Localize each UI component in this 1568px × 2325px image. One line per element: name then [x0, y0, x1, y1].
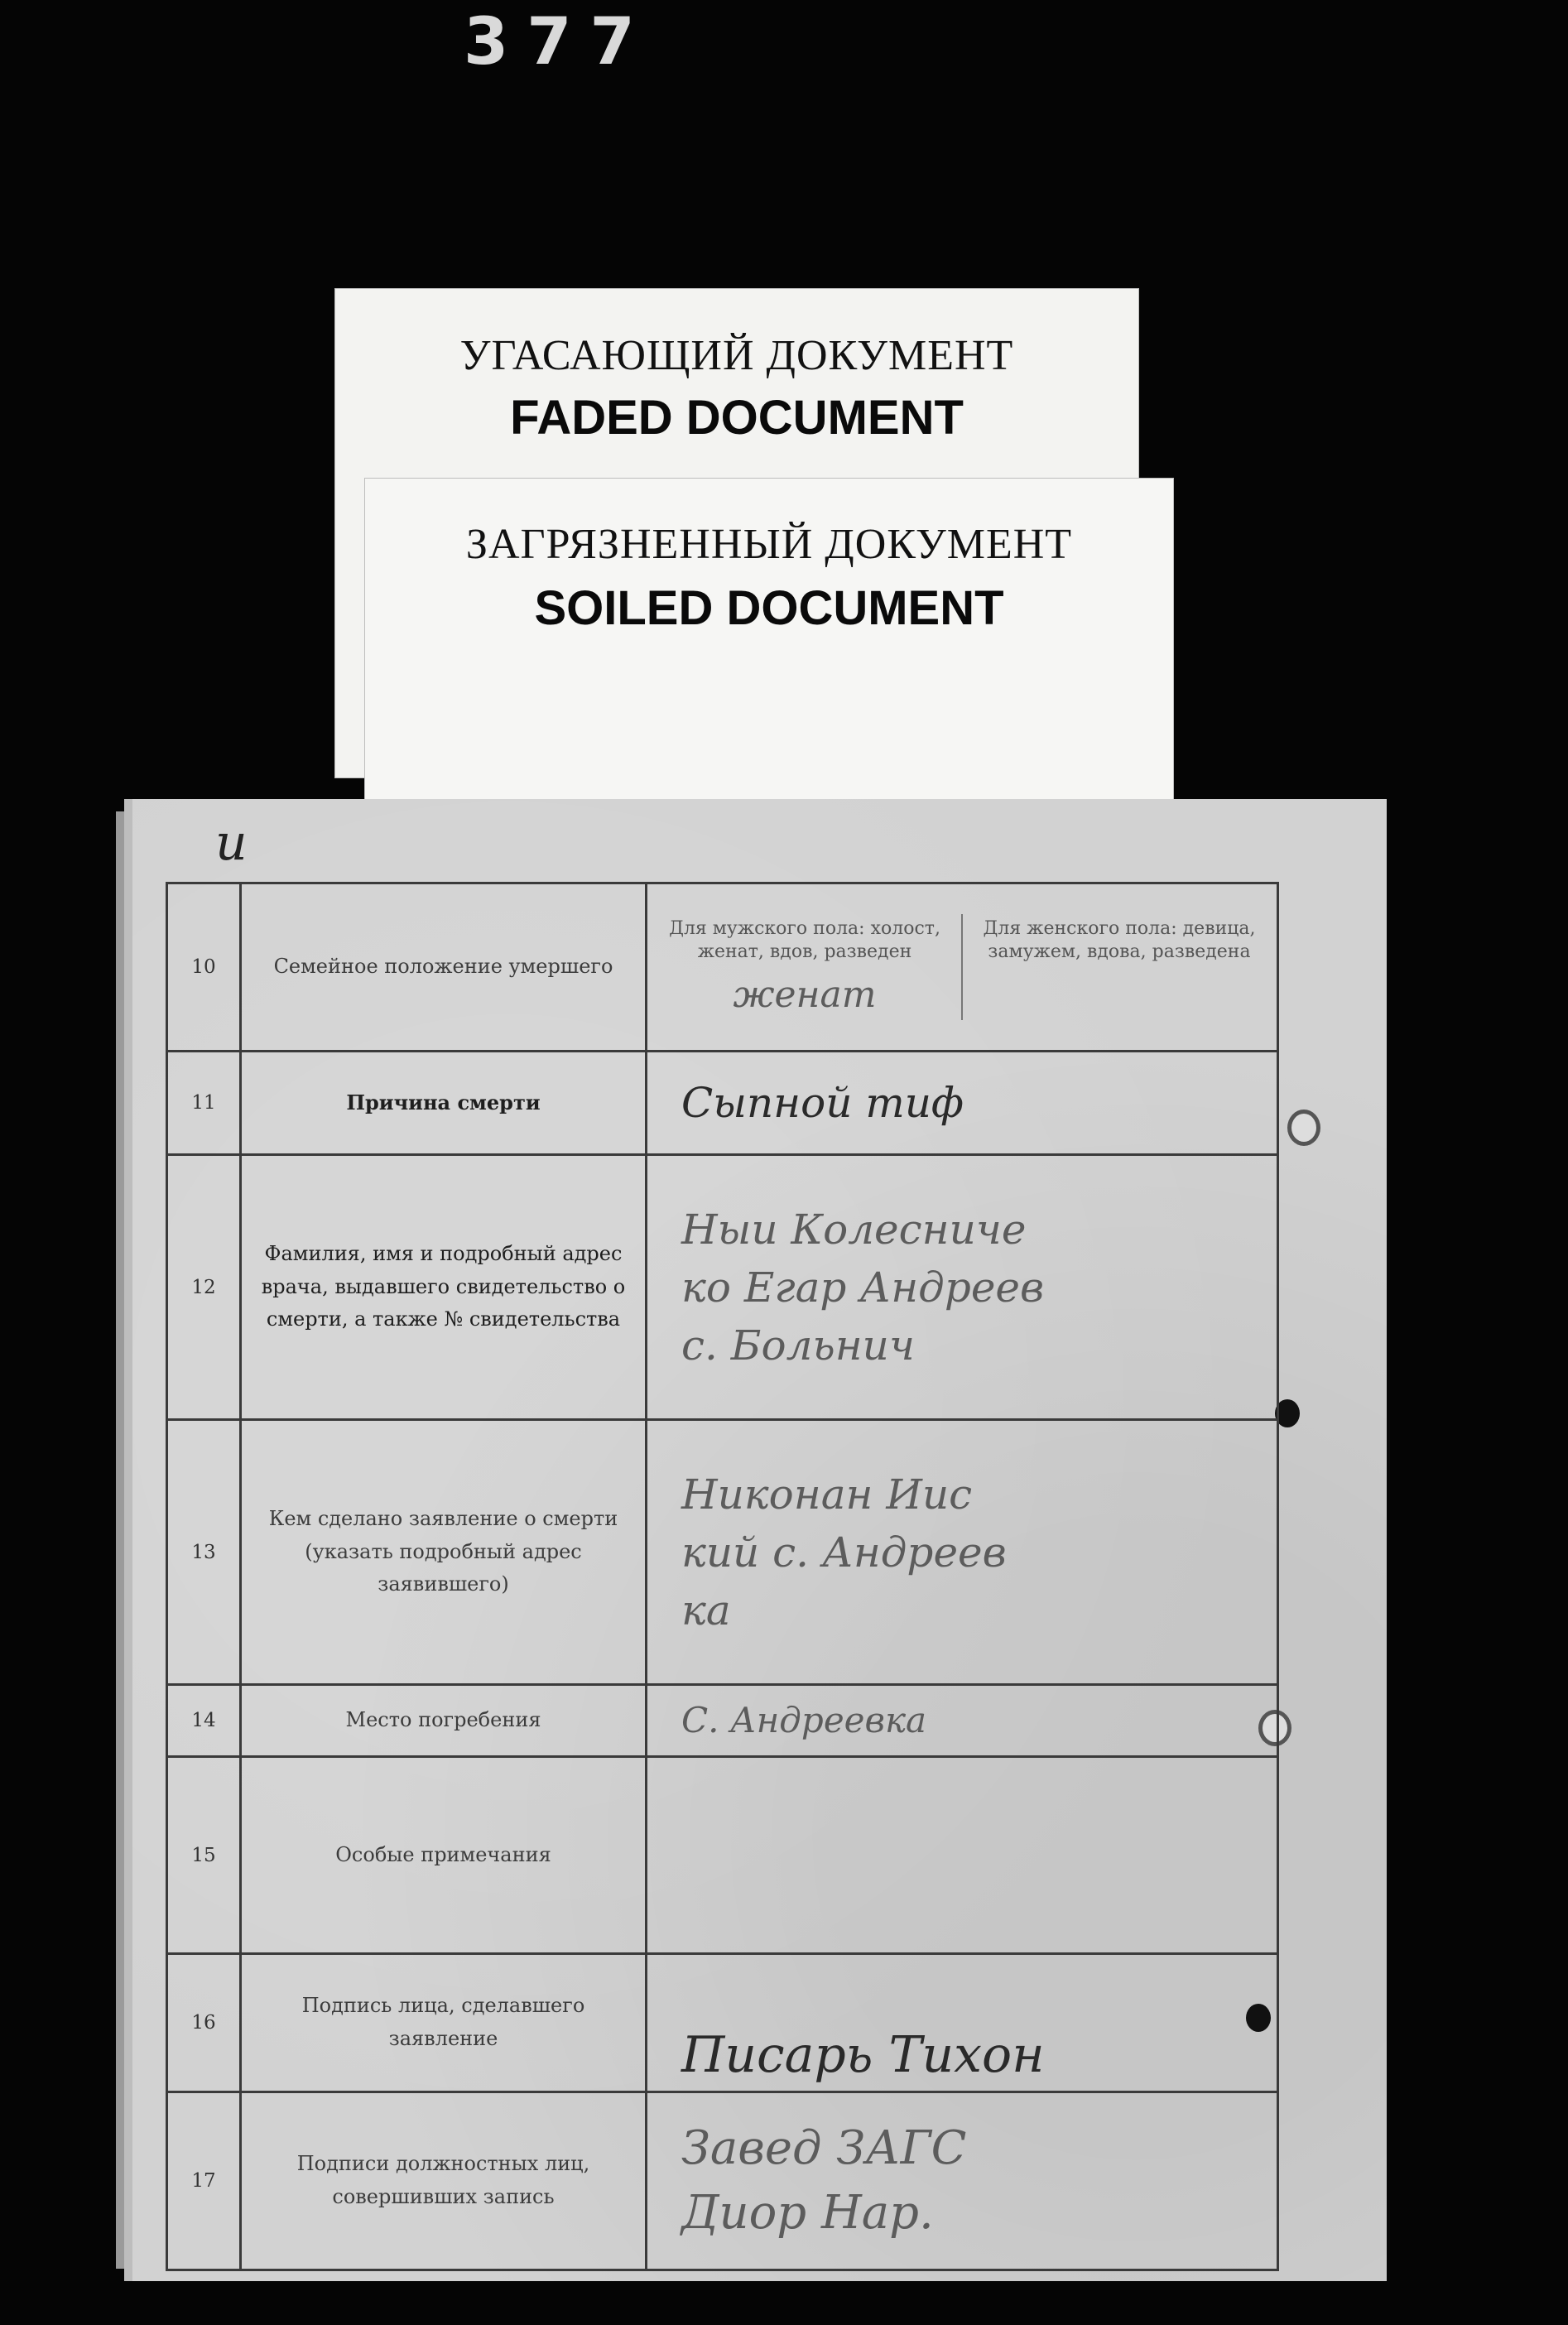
frame-number: 377	[464, 5, 653, 79]
soiled-document-card	[364, 478, 1174, 811]
row-value	[647, 1155, 1278, 1420]
row-number: 17	[167, 2092, 241, 2270]
row-number: 11	[167, 1052, 241, 1155]
row-label: Место погребения	[241, 1685, 647, 1757]
row-value	[647, 1052, 1278, 1155]
row-value	[647, 1757, 1278, 1954]
row-number: 15	[167, 1757, 241, 1954]
doctor-handwriting: Ныи Колесниче ко Егар Андреев с. Больнич	[681, 1205, 1045, 1369]
table-row	[167, 1155, 1278, 1420]
soiled-card-english: SOILED DOCUMENT	[534, 581, 1004, 635]
row-number: 14	[167, 1685, 241, 1757]
marital-status-handwriting: женат	[733, 973, 877, 1016]
female-status-column	[961, 914, 1276, 1021]
row-number: 16	[167, 1954, 241, 2092]
declarant-handwriting: Никонан Иис кий с. Андреев ка	[681, 1470, 1007, 1634]
officials-signatures: Завед ЗАГС Диор Нар.	[681, 2120, 967, 2240]
male-status-header: Для мужского пола: холост, женат, вдов, разведен	[669, 917, 940, 963]
male-status-column	[648, 914, 961, 1021]
row-label: Подпись лица, сделавшего заявление	[241, 1954, 647, 2092]
row-label: Подписи должностных лиц, совершивших запись	[241, 2092, 647, 2270]
table-row	[167, 2092, 1278, 2270]
row-number: 12	[167, 1155, 241, 1420]
death-record-table	[166, 882, 1279, 2271]
row-value	[647, 883, 1278, 1052]
row-label: Причина смерти	[241, 1052, 647, 1155]
row-number: 13	[167, 1420, 241, 1685]
margin-mark: и	[215, 814, 248, 872]
table-row	[167, 1685, 1278, 1757]
burial-place-handwriting: С. Андреевка	[681, 1699, 927, 1740]
female-status-header: Для женского пола: девица, замужем, вдова, разведена	[983, 917, 1256, 963]
row-value	[647, 2092, 1278, 2270]
table-row	[167, 1757, 1278, 1954]
row-value	[647, 1420, 1278, 1685]
register-page	[124, 799, 1387, 2281]
faded-card-english: FADED DOCUMENT	[510, 391, 964, 445]
row-value	[647, 1954, 1278, 2092]
soiled-card-russian: ЗАГРЯЗНЕННЫЙ ДОКУМЕНТ	[465, 521, 1073, 568]
row-label: Особые примечания	[241, 1757, 647, 1954]
row-value	[647, 1685, 1278, 1757]
table-row	[167, 1052, 1278, 1155]
row-label: Семейное положение умершего	[241, 883, 647, 1052]
table-row	[167, 1954, 1278, 2092]
punch-hole	[1287, 1110, 1320, 1146]
declarant-signature: Писарь Тихон	[681, 2026, 1045, 2084]
row-number: 10	[167, 883, 241, 1052]
row-label: Фамилия, имя и подробный адрес врача, выдавшего свидетельство о смерти, а также № свидетельства	[241, 1155, 647, 1420]
row-label: Кем сделано заявление о смерти (указать подробный адрес заявившего)	[241, 1420, 647, 1685]
table-row	[167, 883, 1278, 1052]
cause-of-death-handwriting: Сыпной тиф	[681, 1079, 964, 1127]
table-row	[167, 1420, 1278, 1685]
faded-card-russian: УГАСАЮЩИЙ ДОКУМЕНТ	[459, 332, 1014, 379]
